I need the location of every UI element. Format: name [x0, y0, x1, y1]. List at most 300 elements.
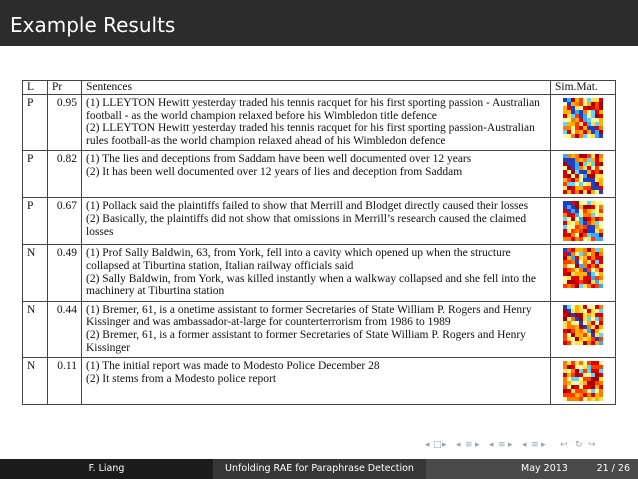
heatmap-cell	[567, 317, 571, 321]
heatmap-cell	[583, 154, 587, 158]
similarity-matrix-heatmap	[563, 248, 603, 288]
heatmap-cell	[587, 102, 591, 106]
heatmap-cell	[563, 166, 567, 170]
row-label: P	[23, 151, 48, 198]
heatmap-cell	[591, 369, 595, 373]
heatmap-cell	[579, 158, 583, 162]
heatmap-cell	[579, 190, 583, 194]
heatmap-cell	[595, 174, 599, 178]
heatmap-cell	[583, 260, 587, 264]
heatmap-cell	[595, 252, 599, 256]
heatmap-cell	[583, 377, 587, 381]
heatmap-cell	[591, 260, 595, 264]
heatmap-cell	[575, 313, 579, 317]
heatmap-cell	[599, 170, 603, 174]
row-sentences	[82, 95, 551, 151]
heatmap-cell	[595, 377, 599, 381]
heatmap-cell	[579, 280, 583, 284]
heatmap-cell	[595, 118, 599, 122]
heatmap-cell	[575, 182, 579, 186]
heatmap-cell	[591, 333, 595, 337]
heatmap-cell	[571, 122, 575, 126]
header-pr: Pr	[48, 81, 82, 95]
title-bar	[0, 0, 638, 46]
heatmap-cell	[595, 268, 599, 272]
nav-prev-frame-icon[interactable]: ◂	[425, 440, 430, 450]
heatmap-cell	[595, 122, 599, 126]
heatmap-cell	[591, 309, 595, 313]
nav-next-frame-icon[interactable]: ▸	[442, 440, 447, 450]
heatmap-cell	[583, 248, 587, 252]
nav-search-icon[interactable]: ↻	[575, 440, 583, 450]
heatmap-cell	[587, 166, 591, 170]
table-row	[23, 198, 616, 245]
row-sentences	[82, 301, 551, 357]
heatmap-cell	[563, 170, 567, 174]
heatmap-cell	[587, 341, 591, 345]
heatmap-cell	[567, 114, 571, 118]
heatmap-cell	[567, 337, 571, 341]
heatmap-cell	[575, 397, 579, 401]
heatmap-cell	[563, 110, 567, 114]
row-sim-cell	[551, 358, 616, 405]
heatmap-cell	[599, 329, 603, 333]
heatmap-cell	[579, 321, 583, 325]
heatmap-cell	[587, 182, 591, 186]
heatmap-cell	[575, 381, 579, 385]
heatmap-cell	[599, 317, 603, 321]
heatmap-cell	[575, 365, 579, 369]
heatmap-cell	[587, 276, 591, 280]
heatmap-cell	[599, 221, 603, 225]
heatmap-cell	[571, 190, 575, 194]
row-sentences	[82, 198, 551, 245]
nav-next-slide-icon[interactable]: ▸	[541, 440, 546, 450]
heatmap-cell	[579, 252, 583, 256]
heatmap-cell	[591, 110, 595, 114]
heatmap-cell	[587, 225, 591, 229]
nav-subsection-icon[interactable]: ≡	[465, 440, 473, 450]
heatmap-cell	[571, 233, 575, 237]
heatmap-cell	[587, 317, 591, 321]
heatmap-cell	[579, 205, 583, 209]
nav-forward-icon[interactable]: ↪	[588, 440, 596, 450]
heatmap-cell	[587, 106, 591, 110]
heatmap-cell	[567, 321, 571, 325]
heatmap-cell	[579, 217, 583, 221]
heatmap-cell	[567, 381, 571, 385]
heatmap-cell	[567, 154, 571, 158]
heatmap-cell	[595, 325, 599, 329]
footer-talk-title: Unfolding RAE for Paraphrase Detection	[213, 459, 426, 479]
heatmap-cell	[587, 397, 591, 401]
sentence-2: (2) LLEYTON Hewitt yesterday traded his tennis racquet for his first sporting passion-Australian rules football-as the world champion relaxed ahead of his Wimbledon defence	[86, 122, 535, 147]
heatmap-cell	[583, 252, 587, 256]
heatmap-cell	[571, 170, 575, 174]
row-sentences	[82, 358, 551, 405]
heatmap-cell	[583, 272, 587, 276]
heatmap-cell	[587, 325, 591, 329]
heatmap-cell	[563, 217, 567, 221]
heatmap-cell	[579, 154, 583, 158]
heatmap-cell	[583, 280, 587, 284]
heatmap-cell	[587, 122, 591, 126]
heatmap-cell	[579, 276, 583, 280]
heatmap-cell	[599, 321, 603, 325]
heatmap-cell	[563, 106, 567, 110]
heatmap-cell	[591, 213, 595, 217]
heatmap-cell	[567, 397, 571, 401]
heatmap-cell	[575, 98, 579, 102]
heatmap-cell	[583, 284, 587, 288]
heatmap-cell	[563, 385, 567, 389]
heatmap-cell	[575, 237, 579, 241]
heatmap-cell	[563, 272, 567, 276]
heatmap-cell	[563, 305, 567, 309]
heatmap-cell	[571, 365, 575, 369]
heatmap-cell	[575, 272, 579, 276]
heatmap-cell	[591, 305, 595, 309]
heatmap-cell	[571, 229, 575, 233]
heatmap-cell	[591, 276, 595, 280]
heatmap-cell	[587, 233, 591, 237]
heatmap-cell	[563, 190, 567, 194]
header-sentences: Sentences	[82, 81, 551, 95]
heatmap-cell	[579, 225, 583, 229]
heatmap-cell	[599, 114, 603, 118]
heatmap-cell	[595, 280, 599, 284]
header-sim-mat: Sim.Mat.	[551, 81, 616, 95]
heatmap-cell	[575, 268, 579, 272]
heatmap-cell	[563, 178, 567, 182]
heatmap-cell	[579, 305, 583, 309]
heatmap-cell	[579, 377, 583, 381]
nav-next-subsection-icon[interactable]: ▸	[475, 440, 480, 450]
heatmap-cell	[583, 333, 587, 337]
heatmap-cell	[567, 341, 571, 345]
heatmap-cell	[563, 174, 567, 178]
heatmap-cell	[595, 134, 599, 138]
heatmap-cell	[579, 130, 583, 134]
nav-back-icon[interactable]: ↩	[560, 440, 568, 450]
heatmap-cell	[563, 201, 567, 205]
heatmap-cell	[587, 389, 591, 393]
heatmap-cell	[591, 325, 595, 329]
heatmap-cell	[599, 118, 603, 122]
heatmap-cell	[579, 361, 583, 365]
sentence-1: (1) Pollack said the plaintiffs failed to show that Merrill and Blodget directly caused their losses	[86, 200, 529, 213]
nav-prev-subsection-icon[interactable]: ◂	[456, 440, 461, 450]
heatmap-cell	[591, 317, 595, 321]
sentence-1: (1) The lies and deceptions from Saddam have been well documented over 12 years	[86, 153, 472, 166]
heatmap-cell	[571, 377, 575, 381]
heatmap-cell	[571, 237, 575, 241]
heatmap-cell	[563, 373, 567, 377]
heatmap-cell	[567, 118, 571, 122]
heatmap-cell	[587, 373, 591, 377]
row-probability: 0.49	[48, 245, 82, 301]
heatmap-cell	[595, 341, 599, 345]
heatmap-cell	[567, 365, 571, 369]
heatmap-cell	[575, 190, 579, 194]
heatmap-cell	[575, 369, 579, 373]
heatmap-cell	[575, 280, 579, 284]
heatmap-cell	[591, 122, 595, 126]
heatmap-cell	[599, 305, 603, 309]
heatmap-cell	[571, 114, 575, 118]
nav-prev-section-icon[interactable]: ◂	[489, 440, 494, 450]
heatmap-cell	[591, 114, 595, 118]
heatmap-cell	[583, 110, 587, 114]
heatmap-cell	[571, 110, 575, 114]
heatmap-cell	[591, 205, 595, 209]
heatmap-cell	[563, 377, 567, 381]
heatmap-cell	[595, 264, 599, 268]
heatmap-cell	[579, 209, 583, 213]
heatmap-cell	[571, 252, 575, 256]
heatmap-cell	[587, 329, 591, 333]
heatmap-cell	[595, 178, 599, 182]
heatmap-cell	[583, 369, 587, 373]
heatmap-cell	[591, 217, 595, 221]
heatmap-cell	[599, 98, 603, 102]
heatmap-cell	[567, 225, 571, 229]
sentence-1: (1) LLEYTON Hewitt yesterday traded his tennis racquet for his first sporting passion - Australian football - as the world champion relaxed before his Wimbledon title defence	[86, 97, 540, 122]
footer-right	[426, 459, 638, 479]
heatmap-cell	[571, 329, 575, 333]
heatmap-cell	[567, 280, 571, 284]
row-sentences	[82, 245, 551, 301]
heatmap-cell	[575, 389, 579, 393]
heatmap-cell	[583, 229, 587, 233]
heatmap-cell	[595, 276, 599, 280]
heatmap-cell	[595, 256, 599, 260]
heatmap-cell	[563, 229, 567, 233]
heatmap-cell	[579, 260, 583, 264]
heatmap-cell	[575, 385, 579, 389]
heatmap-cell	[567, 130, 571, 134]
heatmap-cell	[599, 276, 603, 280]
heatmap-cell	[567, 276, 571, 280]
similarity-matrix-heatmap	[563, 361, 603, 401]
heatmap-cell	[595, 221, 599, 225]
table-row	[23, 358, 616, 405]
heatmap-cell	[575, 217, 579, 221]
nav-next-section-icon[interactable]: ▸	[508, 440, 513, 450]
heatmap-cell	[595, 106, 599, 110]
heatmap-cell	[595, 166, 599, 170]
heatmap-cell	[587, 280, 591, 284]
heatmap-cell	[563, 325, 567, 329]
heatmap-cell	[567, 182, 571, 186]
heatmap-cell	[595, 313, 599, 317]
heatmap-cell	[571, 201, 575, 205]
table-header-row	[23, 81, 616, 95]
heatmap-cell	[571, 158, 575, 162]
heatmap-cell	[595, 361, 599, 365]
heatmap-cell	[571, 272, 575, 276]
heatmap-cell	[587, 158, 591, 162]
heatmap-cell	[579, 178, 583, 182]
heatmap-cell	[591, 337, 595, 341]
heatmap-cell	[591, 329, 595, 333]
heatmap-cell	[575, 102, 579, 106]
heatmap-cell	[583, 337, 587, 341]
heatmap-cell	[563, 341, 567, 345]
heatmap-cell	[579, 313, 583, 317]
heatmap-cell	[567, 309, 571, 313]
nav-frame-icon[interactable]: □	[433, 440, 442, 450]
heatmap-cell	[599, 256, 603, 260]
nav-slide-icon[interactable]: ≡	[531, 440, 539, 450]
row-label: P	[23, 198, 48, 245]
heatmap-cell	[567, 205, 571, 209]
heatmap-cell	[587, 385, 591, 389]
heatmap-cell	[595, 248, 599, 252]
heatmap-cell	[595, 225, 599, 229]
heatmap-cell	[571, 381, 575, 385]
similarity-matrix-heatmap	[563, 201, 603, 241]
heatmap-cell	[567, 313, 571, 317]
heatmap-cell	[595, 154, 599, 158]
heatmap-cell	[591, 233, 595, 237]
sentence-2: (2) Sally Baldwin, from York, was killed instantly when a walkway collapsed and she fell into the machinery at Tiburtina station	[86, 272, 537, 298]
heatmap-cell	[591, 252, 595, 256]
heatmap-cell	[583, 166, 587, 170]
heatmap-cell	[587, 321, 591, 325]
heatmap-cell	[583, 276, 587, 280]
sentence-1: (1) The initial report was made to Modesto Police December 28	[86, 360, 380, 373]
heatmap-cell	[599, 225, 603, 229]
heatmap-cell	[583, 381, 587, 385]
heatmap-cell	[599, 377, 603, 381]
heatmap-cell	[599, 313, 603, 317]
heatmap-cell	[571, 217, 575, 221]
heatmap-cell	[567, 213, 571, 217]
heatmap-cell	[583, 205, 587, 209]
heatmap-cell	[591, 229, 595, 233]
heatmap-cell	[583, 162, 587, 166]
heatmap-cell	[567, 186, 571, 190]
heatmap-cell	[567, 190, 571, 194]
heatmap-cell	[575, 260, 579, 264]
heatmap-cell	[583, 385, 587, 389]
heatmap-cell	[575, 373, 579, 377]
heatmap-cell	[587, 134, 591, 138]
heatmap-cell	[591, 373, 595, 377]
heatmap-cell	[563, 213, 567, 217]
heatmap-cell	[575, 361, 579, 365]
heatmap-cell	[579, 114, 583, 118]
heatmap-cell	[575, 209, 579, 213]
heatmap-cell	[599, 106, 603, 110]
heatmap-cell	[591, 130, 595, 134]
heatmap-cell	[583, 126, 587, 130]
heatmap-cell	[575, 325, 579, 329]
heatmap-cell	[595, 260, 599, 264]
heatmap-cell	[579, 122, 583, 126]
heatmap-cell	[587, 333, 591, 337]
heatmap-cell	[587, 126, 591, 130]
heatmap-cell	[563, 309, 567, 313]
heatmap-cell	[591, 182, 595, 186]
heatmap-cell	[599, 341, 603, 345]
sentence-2: (2) Basically, the plaintiffs did not show that omissions in Merrill’s research caused the claimed losses	[86, 212, 527, 238]
heatmap-cell	[579, 126, 583, 130]
heatmap-cell	[583, 341, 587, 345]
heatmap-cell	[567, 122, 571, 126]
nav-prev-slide-icon[interactable]: ◂	[522, 440, 527, 450]
heatmap-cell	[563, 280, 567, 284]
heatmap-cell	[599, 233, 603, 237]
heatmap-cell	[599, 268, 603, 272]
heatmap-cell	[563, 260, 567, 264]
heatmap-cell	[571, 333, 575, 337]
heatmap-cell	[595, 369, 599, 373]
heatmap-cell	[571, 209, 575, 213]
heatmap-cell	[567, 170, 571, 174]
heatmap-cell	[563, 264, 567, 268]
heatmap-cell	[563, 186, 567, 190]
heatmap-cell	[575, 276, 579, 280]
heatmap-cell	[563, 252, 567, 256]
heatmap-cell	[595, 337, 599, 341]
heatmap-cell	[591, 126, 595, 130]
heatmap-cell	[571, 182, 575, 186]
heatmap-cell	[599, 280, 603, 284]
heatmap-cell	[587, 213, 591, 217]
heatmap-cell	[595, 158, 599, 162]
row-sim-cell	[551, 245, 616, 301]
nav-section-icon[interactable]: ≡	[498, 440, 506, 450]
heatmap-cell	[575, 229, 579, 233]
heatmap-cell	[571, 118, 575, 122]
heatmap-cell	[575, 201, 579, 205]
heatmap-cell	[563, 221, 567, 225]
heatmap-cell	[583, 268, 587, 272]
heatmap-cell	[591, 381, 595, 385]
heatmap-cell	[563, 276, 567, 280]
heatmap-cell	[599, 284, 603, 288]
heatmap-cell	[563, 158, 567, 162]
heatmap-cell	[571, 317, 575, 321]
heatmap-cell	[571, 186, 575, 190]
heatmap-cell	[587, 130, 591, 134]
heatmap-cell	[567, 268, 571, 272]
heatmap-cell	[567, 248, 571, 252]
heatmap-cell	[563, 369, 567, 373]
heatmap-cell	[599, 393, 603, 397]
heatmap-cell	[563, 337, 567, 341]
row-probability: 0.11	[48, 358, 82, 405]
heatmap-cell	[583, 130, 587, 134]
heatmap-cell	[583, 182, 587, 186]
heatmap-cell	[583, 213, 587, 217]
heatmap-cell	[583, 321, 587, 325]
heatmap-cell	[563, 329, 567, 333]
heatmap-cell	[567, 272, 571, 276]
heatmap-cell	[563, 225, 567, 229]
heatmap-cell	[599, 260, 603, 264]
heatmap-cell	[595, 272, 599, 276]
heatmap-cell	[571, 166, 575, 170]
table-row	[23, 301, 616, 357]
heatmap-cell	[579, 268, 583, 272]
heatmap-cell	[599, 134, 603, 138]
heatmap-cell	[575, 321, 579, 325]
row-label: N	[23, 301, 48, 357]
heatmap-cell	[583, 122, 587, 126]
